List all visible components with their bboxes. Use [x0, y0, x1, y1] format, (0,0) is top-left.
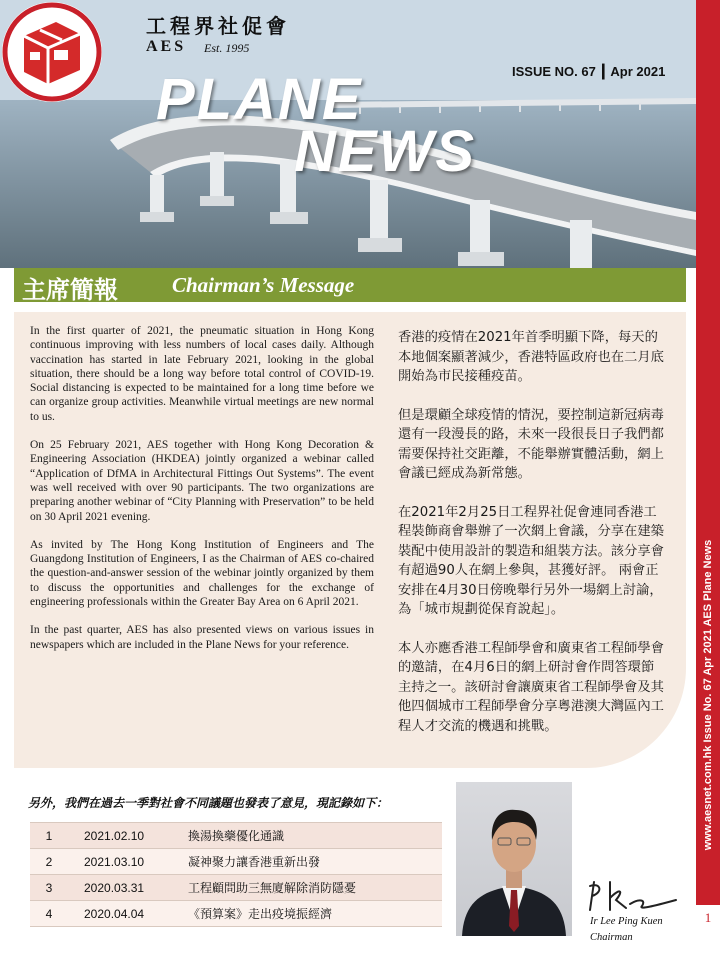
en-paragraph-1: In the first quarter of 2021, the pneumatic situation in Hong Kong continuous improving with less numbers of local cases daily. Although vaccination has started in late February 2021, looking in the global situation, there should be a long way before total control of COVID-19. Social distancing is expected to be maintained for a long time before we can organize group activities. Meanwhile virtual meetings are new normal to us.	[30, 325, 374, 423]
row-number: 1	[30, 823, 68, 849]
signatory-name: Ir Lee Ping Kuen	[590, 916, 663, 927]
signature-mark	[584, 876, 684, 916]
section-title-chinese: 主席簡報	[22, 276, 118, 304]
row-title: 《預算案》走出疫境振經濟	[180, 901, 442, 927]
cn-paragraph-2: 但是環顧全球疫情的情況，要控制這新冠病毒還有一段漫長的路，未來一段很長日子我們都需要保持社交距離，不能舉辦實體活動，網上會議已經成為新常態。	[398, 407, 664, 481]
en-paragraph-2: On 25 February 2021, AES together with Hong Kong Decoration & Engineering Association (HKDEA) jointly organized a webinar called “Application of DfMA in Architectural Fittings Out Systems”. The event was well received with over 90 participants. The two organizations are preparing another webinar of “City Planning with Preservation” to be held on 30 April 2021 evening.	[30, 439, 374, 523]
row-title: 凝神聚力讓香港重新出發	[180, 849, 442, 875]
row-number: 3	[30, 875, 68, 901]
chairman-message-box	[14, 312, 686, 768]
row-number: 4	[30, 901, 68, 927]
title-plane: PLANE	[156, 67, 363, 132]
table-row	[30, 875, 442, 901]
chairman-photo	[456, 782, 572, 936]
message-english-column	[30, 324, 374, 666]
table-row	[30, 823, 442, 849]
row-date: 2020.04.04	[68, 901, 180, 927]
articles-intro: 另外，我們在過去一季對社會不同議題也發表了意見，現記錄如下：	[28, 796, 389, 810]
en-paragraph-3: As invited by The Hong Kong Institution of Engineers and The Guangdong Institution of Engineers, I as the Chairman of AES co-chaired the question-and-answer session of the webinar jointly organized by them to discuss the opportunities and challenges for the exchange of engineering professionals within the Greater Bay Area on 6 April 2021.	[30, 538, 374, 609]
en-paragraph-4: In the past quarter, AES has also presented views on various issues in newspapers which are included in the Plane News for your reference.	[30, 624, 374, 651]
section-header-bar	[14, 268, 686, 302]
page-number: 1	[704, 910, 712, 925]
cn-paragraph-4: 本人亦應香港工程師學會和廣東省工程師學會的邀請，在4月6日的網上研討會作問答環節主持之一。該研討會讓廣東省工程師學會及其他四個城市工程師學會分享粵港澳大灣區內工程人才交流的機遇和挑戰。	[398, 640, 664, 734]
table-row	[30, 901, 442, 927]
row-title: 工程顧問助三無廈解除消防隱憂	[180, 875, 442, 901]
sidebar-text: www.aesnet.com.hk Issue No. 67 Apr 2021 AES Plane News	[702, 539, 714, 851]
aes-logo	[0, 0, 104, 104]
row-date: 2020.03.31	[68, 875, 180, 901]
articles-table	[30, 822, 442, 927]
issue-number: ISSUE NO. 67 ┃ Apr 2021	[512, 64, 666, 79]
section-title-english: Chairman’s Message	[172, 273, 355, 297]
org-name-english: AES	[146, 38, 187, 55]
table-row	[30, 849, 442, 875]
row-title: 換湯換藥優化通識	[180, 823, 442, 849]
org-name-chinese: 工程界社促會	[146, 14, 290, 38]
right-sidebar	[696, 0, 720, 960]
org-established: Est. 1995	[204, 41, 250, 55]
message-chinese-column	[398, 328, 666, 755]
cn-paragraph-3: 在2021年2月25日工程界社促會連同香港工程裝飾商會舉辦了一次網上會議，分享在建築裝配中使用設計的製造和組裝方法。該分享會有超過90人在網上參與，甚獲好評。 兩會正安排在4月30日傍晚舉行另外一場網上討論，為「城市規劃從保育說起」。	[398, 504, 664, 617]
row-date: 2021.03.10	[68, 849, 180, 875]
signatory-role: Chairman	[590, 932, 633, 943]
cn-paragraph-1: 香港的疫情在2021年首季明顯下降，每天的本地個案顯著減少，香港特區政府也在二月底開始為市民接種疫苗。	[398, 330, 664, 384]
title-news: NEWS	[294, 119, 476, 184]
row-number: 2	[30, 849, 68, 875]
masthead	[0, 0, 696, 268]
row-date: 2021.02.10	[68, 823, 180, 849]
